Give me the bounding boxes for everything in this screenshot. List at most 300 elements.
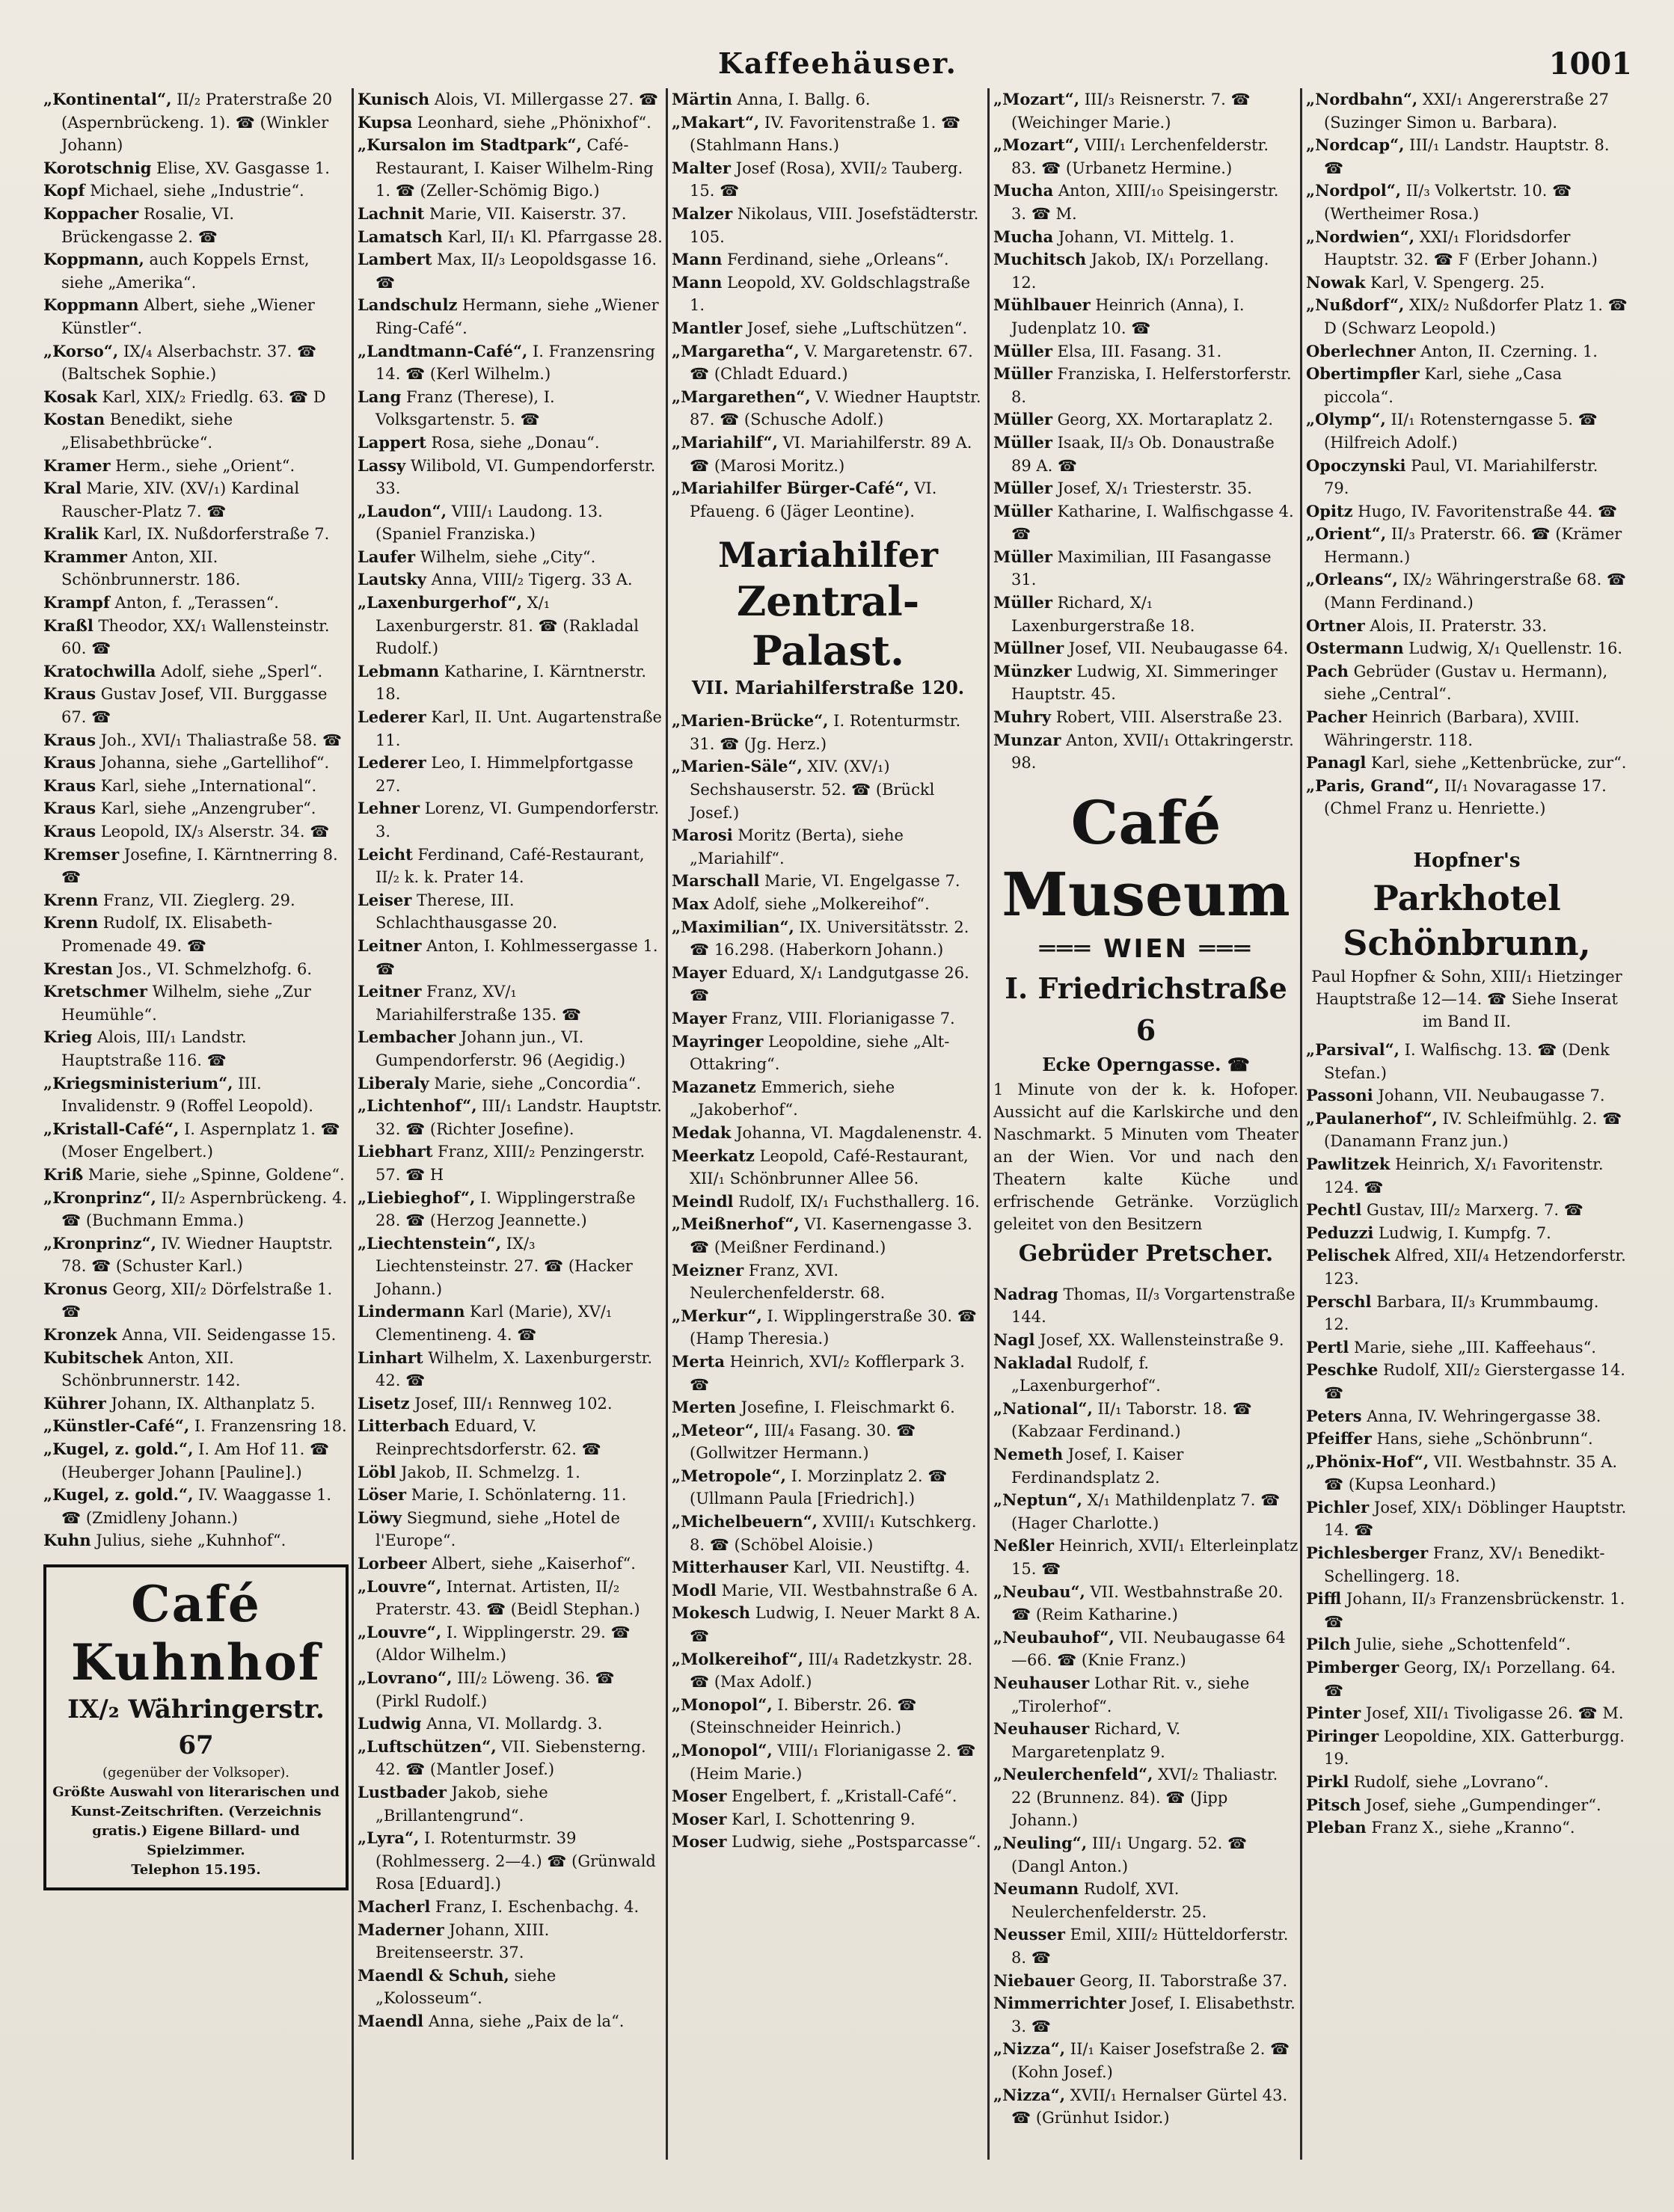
directory-entry [1306,1199,1628,1222]
entry-details: Richard, X/₁ Laxenburgerstraße 18. [1011,594,1195,635]
entry-details: VII. Neubaugasse 64—66. ☎ (Knie Franz.) [1011,1628,1286,1670]
directory-entry [1306,1291,1628,1336]
entry-details: Johann, VII. Neubaugasse 7. [1373,1087,1605,1105]
directory-entry [43,1187,349,1232]
entry-name: „Monopol“, [672,1695,773,1714]
entry-name: „Kriegsministerium“, [43,1073,233,1093]
directory-entry [358,889,663,935]
entry-details: Elise, XV. Gasgasse 1. [151,159,330,177]
directory-entry [993,1923,1299,1969]
directory-entry [993,729,1299,775]
directory-entry [1306,568,1628,614]
directory-entry [43,592,349,615]
directory-entry [993,1534,1299,1580]
entry-name: Müller [993,593,1052,612]
entry-details: Alois, III/₁ Landstr. Hauptstraße 116. ☎ [61,1028,247,1069]
directory-entry [993,1626,1299,1672]
directory-entry [993,477,1299,500]
entry-name: Nowak [1306,272,1366,292]
entry-details: Ludwig, siehe „Postsparcasse“. [726,1833,981,1852]
directory-entry [672,1007,984,1030]
directory-entry [1306,340,1628,363]
entry-name: Merta [672,1351,725,1371]
entry-details: I. Franzensring 18. [189,1417,347,1436]
entry-details: Emil, XIII/₂ Hütteldorferstr. 8. ☎ [1011,1926,1289,1967]
entry-name: Mantler [672,318,743,337]
entry-name: „Nordbahn“, [1306,90,1418,108]
directory-entry [672,1648,984,1694]
directory-entry [1306,1222,1628,1245]
directory-entry [1306,1588,1628,1633]
entry-details: Josef, XX. Wallensteinstraße 9. [1034,1331,1284,1349]
entry-name: Mayer [672,1009,727,1027]
entry-name: Lebmann [358,661,440,681]
entry-details: Johann, VI. Mittelg. 1. [1053,227,1235,246]
directory-entry [1306,455,1628,500]
entry-name: „Marien-Brücke“, [672,711,829,731]
entry-details: Anton, XVII/₁ Ottakringerstr. 98. [1011,731,1294,772]
ad-line-2: Zentral-Palast. [736,577,920,675]
column-3 [672,88,984,2182]
entry-name: Mokesch [672,1603,751,1623]
entry-details: Leopold, IX/₃ Alserstr. 34. ☎ [96,823,330,841]
directory-entry [43,660,349,683]
directory-entry [993,706,1299,729]
directory-entry [358,1621,663,1667]
directory-entry [43,1392,349,1416]
entry-name: Ortner [1306,615,1365,635]
entry-details: Josef, VII. Neubaugasse 64. [1064,639,1289,658]
entry-details: VI. Mariahilferstr. 89 A. ☎ (Marosi Moritz.) [690,433,972,475]
entry-details: Karl, siehe „Casa piccola“. [1324,365,1562,406]
directory-entry [358,88,663,111]
directory-entry [43,729,349,752]
entry-details: Thomas, II/₃ Vorgartenstraße 144. [1011,1285,1296,1327]
directory-entry [43,615,349,660]
entry-details: Franz, I. Eschenbachg. 4. [430,1897,640,1916]
entry-name: „Marien-Säle“, [672,757,803,776]
column-rule [352,88,354,2160]
directory-entry [1306,615,1628,638]
entry-name: Müllner [993,639,1064,658]
entry-details: Barbara, II/₃ Krummbaumg. 12. [1324,1292,1599,1334]
directory-entry [358,844,663,889]
directory-entry [672,870,984,893]
entry-details: IV. Wiedner Hauptstr. 78. ☎ (Schuster Karl.) [61,1234,334,1276]
entry-details: Anna, IV. Wehringergasse 38. [1361,1407,1601,1425]
directory-entry [43,752,349,775]
directory-entry [358,706,663,752]
entry-details: Anton, II. Czerning. 1. [1415,342,1598,360]
entry-name: Pimberger [1306,1658,1399,1677]
entry-name: Müller [993,364,1052,384]
directory-entry [43,408,349,454]
entry-name: „Lichtenhof“, [358,1096,477,1116]
entry-name: „Kontinental“, [43,90,172,108]
entries-list [672,88,984,523]
directory-entry [43,1232,349,1278]
directory-entry [1306,637,1628,660]
entry-name: „Laxenburgerhof“, [358,593,523,612]
entry-name: Korotschnig [43,158,152,177]
entry-name: „Kronprinz“, [43,1188,156,1207]
entry-name: Lorbeer [358,1554,427,1573]
entry-name: Kraus [43,730,96,749]
entry-details: Karl, II/₁ Kl. Pfarrgasse 28. [442,227,663,246]
entry-details: Heinrich (Barbara), XVIII. Währingerstr. 118. [1324,708,1580,749]
directory-entry [43,88,349,157]
entry-name: Obertimpfler [1306,364,1420,384]
ad-body: 1 Minute von der k. k. Hofoper. Aussicht auf die Karlskirche und den Naschmarkt. 5 Minuten vom Theater an der Wien. Vor und nach den Theatern kalte Küche und erfrischende Getränke. Vorzüglich geleitet von den Besitzern [993,1080,1299,1233]
entry-name: Laufer [358,547,416,566]
directory-entry [672,271,984,317]
entry-details: Leopoldine, siehe „Alt-Ottakring“. [690,1032,950,1074]
entry-details: Rosa, siehe „Donau“. [426,433,600,452]
entry-name: „Mozart“, [993,135,1080,155]
entry-name: Panagl [1306,753,1367,772]
entry-details: VIII/₁ Lerchenfelderstr. 83. ☎ (Urbanetz Hermine.) [1011,136,1269,177]
entry-name: Modl [672,1580,717,1600]
entry-name: Pichler [1306,1497,1370,1517]
entry-name: Pilch [1306,1635,1351,1654]
entry-name: Lehner [358,799,420,818]
entry-details: Richard, V. Margaretenplatz 9. [1011,1720,1181,1761]
entry-name: „Olymp“, [1306,410,1386,429]
entry-details: Jakob, II. Schmelzg. 1. [396,1463,580,1481]
entry-name: Ludwig [358,1714,422,1733]
entry-name: Landschulz [358,295,458,315]
entry-name: Lachnit [358,203,425,223]
entry-name: „Nordwien“, [1306,227,1415,246]
entry-details: II/₁ Kaiser Josefstraße 2. ☎ (Kohn Josef.) [1011,2040,1290,2081]
directory-entry [672,1579,984,1603]
entry-details: VII. Westbahnstr. 35 A. ☎ (Kupsa Leonhard.) [1324,1452,1618,1494]
entry-name: Pacher [1306,707,1367,727]
directory-entry [993,546,1299,592]
directory-entry [43,157,349,180]
directory-entry [43,203,349,248]
entry-details: Isaak, II/₃ Ob. Donaustraße 89 A. ☎ [1011,433,1275,475]
entry-name: „Neubauhof“, [993,1627,1115,1647]
directory-entry [993,2038,1299,2083]
directory-entry [43,1438,349,1484]
entry-name: Malzer [672,203,733,223]
entry-details: Karl, siehe „International“. [96,776,317,795]
entry-name: Müller [993,501,1052,520]
directory-entry [1306,88,1628,134]
directory-entry [672,1739,984,1785]
entry-details: Johanna, VI. Magdalenenstr. 4. [731,1123,983,1142]
directory-entry [358,386,663,431]
directory-entry [43,844,349,889]
entry-details: XVI/₂ Thaliastr. 22 (Brunnenz. 84). ☎ (Jipp Johann.) [1011,1766,1278,1830]
ad-phone: Telephon 15.195. [131,1862,261,1878]
entry-name: Koppacher [43,203,139,223]
ornament-icon: ═══ [1188,933,1253,964]
entry-name: Pichlesberger [1306,1543,1429,1563]
entry-details: Heinrich, XVII/₁ Elterleinplatz 15. ☎ [1011,1537,1299,1578]
directory-entry [358,226,663,249]
ad-city [993,930,1299,968]
entry-name: Krestan [43,959,114,978]
directory-entry [43,980,349,1026]
entry-details: XXI/₁ Angererstraße 27 (Suzinger Simon u. Barbara). [1324,90,1609,132]
entry-name: „Paris, Grand“, [1306,775,1440,795]
entry-details: Leopold, Café-Restaurant, XII/₁ Schönbrunner Allee 56. [690,1146,969,1188]
entry-name: Nagl [993,1330,1035,1349]
directory-entry [358,248,663,294]
entry-name: „Mariahilfer Bürger-Café“, [672,479,910,498]
directory-entry [993,134,1299,179]
entry-name: Pelischek [1306,1246,1391,1265]
entry-details: Josef, XII/₁ Tivoligasse 26. ☎ M. [1361,1704,1624,1723]
entry-name: „Maximilian“, [672,917,794,936]
entry-name: Lassy [358,455,406,475]
directory-entry [672,1694,984,1739]
entry-name: Kraßl [43,615,93,635]
entry-name: „Monopol“, [672,1741,773,1760]
entry-name: „Neuling“, [993,1834,1088,1853]
directory-entry [672,386,984,431]
entry-details: Adolf, siehe „Sperl“. [156,662,323,681]
entry-details: I. Rotenturmstr. 31. ☎ (Jg. Herz.) [690,712,961,753]
entry-details: Josef, III/₁ Rennweg 102. [409,1394,613,1413]
entry-name: „Louvre“, [358,1576,442,1596]
directory-entry [993,660,1299,706]
entry-details: III/₄ Radetzkystr. 28. ☎ (Max Adolf.) [690,1650,973,1692]
entry-name: „Kristall-Café“, [43,1119,180,1138]
entry-details: Josef (Rosa), XVII/₂ Tauberg. 15. ☎ [690,159,963,200]
entry-name: „Mozart“, [993,90,1080,108]
page-number: 1001 [1548,46,1632,82]
entry-details: Marie, siehe „Concordia“. [429,1074,642,1093]
entry-name: Kuhn [43,1531,91,1550]
entry-name: Kral [43,479,82,498]
entry-name: Pleban [1306,1818,1367,1837]
entry-details: Johann, II/₃ Franzensbrückenstr. 1. ☎ [1324,1590,1625,1631]
directory-entry [358,797,663,843]
entry-name: Linhart [358,1348,423,1367]
directory-entry [672,1213,984,1259]
entry-details: Elsa, III. Fasang. 31. [1052,342,1222,360]
entry-details: Karl, I. Schottenring 9. [726,1810,916,1828]
entry-name: Kubitschek [43,1348,144,1367]
entry-name: „Laudon“, [358,501,447,520]
entry-details: Wilhelm, siehe „Zur Heumühle“. [61,983,311,1024]
entry-name: „Orleans“, [1306,570,1398,589]
entry-name: Lambert [358,250,432,269]
entry-name: Lappert [358,432,426,452]
entry-details: Michael, siehe „Industrie“. [85,182,304,200]
entry-name: Müller [993,341,1052,360]
entry-details: Jakob, siehe „Brillantengrund“. [375,1783,548,1825]
entry-details: Ludwig, XI. Simmeringer Hauptstr. 45. [1011,662,1278,704]
entry-name: Kronus [43,1279,108,1298]
entry-details: IX/₂ Währingerstraße 68. ☎ (Mann Ferdinand.) [1324,571,1627,612]
directory-entry [358,1827,663,1896]
directory-entry [993,1581,1299,1626]
directory-entry [358,980,663,1026]
directory-entry [358,203,663,226]
column-rule [1300,88,1302,2160]
ad-address: IX/₂ Währingerstr. 67 [67,1695,325,1760]
directory-entry [43,477,349,523]
entry-details: Josef, siehe „Gumpendinger“. [1361,1795,1601,1814]
directory-entry [43,1026,349,1072]
entry-details: Marie, XIV. (XV/₁) Kardinal Rauscher-Platz 7. ☎ [61,479,300,520]
directory-entry [993,592,1299,637]
entry-name: Piffl [1306,1589,1342,1609]
entry-details: Rudolf, XII/₂ Gierstergasse 14. ☎ [1324,1361,1625,1402]
entry-name: Mucha [993,181,1054,200]
entry-name: Mann [672,250,723,269]
directory-entry [1306,775,1628,820]
entry-details: VII. Siebensterng. 42. ☎ (Mantler Josef.) [375,1737,646,1779]
entry-name: „Lovrano“, [358,1668,453,1687]
directory-entry [1306,1336,1628,1360]
entry-details: I. Wipplingerstraße 28. ☎ (Herzog Jeannette.) [375,1188,636,1230]
entry-name: Krieg [43,1027,93,1047]
directory-entry [993,248,1299,294]
directory-entry [1306,408,1628,454]
entry-name: Pfeiffer [1306,1429,1372,1448]
directory-entry [43,912,349,957]
entry-details: Josef, siehe „Luftschützen“. [742,319,968,337]
directory-entry [993,179,1299,225]
entry-name: Lustbader [358,1782,447,1801]
directory-entry [358,1392,663,1416]
entries-list [1306,88,1628,820]
entry-details: III/₁ Landstr. Hauptstr. 32. ☎ (Richter Josefine). [375,1097,662,1138]
directory-entry [43,546,349,592]
entry-name: Nakladal [993,1353,1073,1372]
entry-name: „Luftschützen“, [358,1736,497,1756]
entry-name: „Michelbeuern“, [672,1512,818,1531]
directory-entry [1306,706,1628,752]
entry-details: Café-Restaurant, I. Kaiser Wilhelm-Ring 1. ☎ (Zeller-Schömig Bigo.) [375,136,654,200]
directory-entry [672,1122,984,1145]
entry-name: „National“, [993,1398,1093,1418]
entry-details: Marie, siehe „III. Kaffeehaus“. [1349,1338,1596,1357]
entry-name: Löwy [358,1508,402,1527]
ad-address: I. Friedrichstraße 6 [1005,971,1287,1047]
entry-details: Johann, XIII. Breitenseerstr. 37. [375,1920,550,1962]
directory-entry [43,820,349,844]
directory-entry [358,1552,663,1576]
entry-name: „Liechtenstein“, [358,1233,502,1253]
directory-entry [672,203,984,248]
entry-details: Rudolf, siehe „Lovrano“. [1349,1773,1549,1791]
entry-details: Franziska, I. Helferstorferstr. 8. [1011,365,1292,406]
directory-entry [672,824,984,870]
entry-details: Josef, I. Elisabethstr. 3. ☎ [1011,1994,1296,2036]
directory-entry [358,134,663,203]
entry-details: Rudolf, XVI. Neulerchenfelderstr. 25. [1011,1880,1207,1921]
entry-name: Krenn [43,890,99,909]
entry-details: Lorenz, VI. Gumpendorferstr. 3. [375,799,660,841]
entry-details: Karl, II. Unt. Augartenstraße 11. [375,708,662,749]
entry-details: Eduard, X/₁ Landgutgasse 26. ☎ [690,963,969,1005]
entry-name: „Nordcap“, [1306,135,1405,155]
entry-details: Wilibold, VI. Gumpendorferstr. 33. [375,456,656,498]
ad-title: Café Kuhnhof [70,1575,322,1692]
entry-name: Lisetz [358,1393,410,1413]
entry-details: Georg, XII/₂ Dörfelstraße 1. ☎ [61,1279,333,1321]
entry-details: III/₁ Landstr. Hauptstr. 8. ☎ [1324,136,1610,177]
entry-details: Hans, siehe „Schönbrunn“. [1371,1430,1593,1448]
directory-entry [993,294,1299,340]
entry-name: Müller [993,432,1052,452]
entry-details: Georg, IX/₁ Porzellang. 64. ☎ [1324,1659,1616,1700]
entry-name: „Neptun“, [993,1490,1082,1510]
directory-entry [993,363,1299,408]
entry-name: Lautsky [358,570,426,589]
entry-name: Munzar [993,730,1061,749]
entry-name: Müller [993,410,1052,429]
entry-details: Hermann, siehe „Wiener Ring-Café“. [375,296,659,337]
directory-entry [672,1511,984,1556]
directory-entry [672,1465,984,1511]
entry-name: „Nußdorf“, [1306,295,1405,315]
ad-title: Café Museum [1002,787,1290,930]
directory-entry [672,1602,984,1647]
entry-name: „Nizza“, [993,2039,1066,2059]
entry-details: Lothar Rit. v., siehe „Tirolerhof“. [1011,1674,1250,1715]
entry-name: Pertl [1306,1337,1349,1357]
entry-details: Katharine, I. Walfischgasse 4. ☎ [1011,502,1294,544]
directory-entry [358,294,663,340]
ad-line-3: VII. Mariahilferstraße 120. [691,677,965,699]
entry-name: Nadrag [993,1284,1058,1303]
directory-entry [43,455,349,478]
entry-name: Koppmann [43,295,139,315]
directory-entry [993,1283,1299,1329]
directory-entry [1306,660,1628,706]
directory-entry [672,88,984,111]
entry-name: Kopf [43,181,85,200]
ad-mariahilfer-zentral-palast [672,533,984,701]
entry-details: Internat. Artisten, II/₂ Praterstr. 43. ☎ (Beidl Stephan.) [375,1577,640,1619]
entry-name: Pach [1306,661,1349,681]
directory-entry [672,1259,984,1305]
directory-entry [358,546,663,569]
entry-details: Adolf, siehe „Molkereihof“. [708,895,930,914]
entry-details: II/₂ Aspernbrückeng. 4. ☎ (Buchmann Emma.) [61,1188,348,1230]
entry-details: Theodor, XX/₁ Wallensteinstr. 60. ☎ [61,616,330,658]
entry-details: Anna, I. Ballg. 6. [732,90,871,108]
ad-city-text: WIEN [1103,933,1189,964]
directory-entry [358,111,663,135]
directory-entry [993,226,1299,249]
entry-name: „Makart“, [672,112,760,132]
directory-entry [993,2084,1299,2130]
directory-entry [43,1484,349,1529]
entry-details: Ludwig, I. Kumpfg. 7. [1373,1223,1551,1242]
entry-details: Hugo, IV. Favoritenstraße 44. ☎ [1352,502,1618,520]
entry-details: Anton, XII. Schönbrunnerstr. 142. [61,1348,241,1390]
entry-name: Kretschmer [43,982,147,1001]
directory-entry [1306,1794,1628,1817]
directory-entry [358,340,663,386]
entry-name: Neumann [993,1879,1079,1899]
directory-entry [672,1351,984,1396]
entry-name: „Louvre“, [358,1622,442,1641]
entry-name: Kosak [43,387,97,406]
entry-details: Gebrüder (Gustav u. Hermann), siehe „Central“. [1324,662,1608,704]
directory-entry [358,1026,663,1072]
entry-details: Anton, XIII/₁₀ Speisingerstr. 3. ☎ M. [1011,182,1279,223]
entry-details: Marie, VII. Kaiserstr. 37. [424,204,627,223]
